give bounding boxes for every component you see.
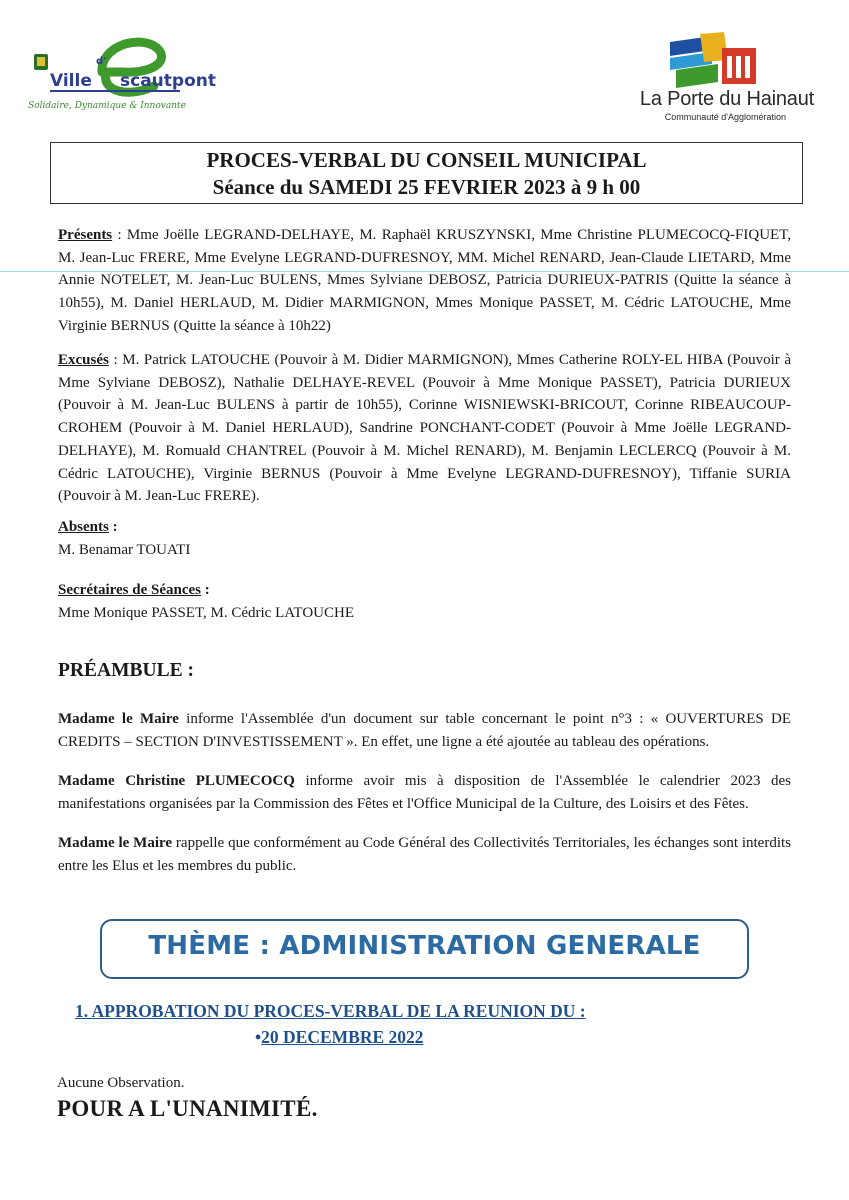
absents-label: Absents	[58, 519, 109, 535]
theme-label: THÈME : ADMINISTRATION GENERALE	[148, 931, 701, 961]
excuses-label: Excusés	[58, 352, 109, 368]
absents-colon: :	[108, 519, 118, 535]
item-1-observation: Aucune Observation.	[57, 1075, 185, 1091]
logo-word-d: d'	[96, 56, 107, 67]
logo-org-subtitle: Communauté d'Agglomération	[664, 112, 786, 122]
absents-list: M. Benamar TOUATI	[58, 541, 191, 558]
preambule-p1-text: informe l'Assemblée d'un document sur table concernant le point n°3 : « OUVERTURES DE CREDITS – SECTION D'INVESTISSEMENT ». En effet, une ligne a été ajoutée au tableau des opérations.	[58, 711, 791, 750]
preambule-p2-subject: Madame Christine PLUMECOCQ	[58, 773, 295, 789]
document-title-box	[50, 142, 803, 204]
logo-word-escaut: scautpont	[120, 71, 216, 91]
preambule-p3-subject: Madame le Maire	[58, 835, 173, 851]
porte-du-hainaut-emblem-icon	[600, 30, 830, 90]
secretaires-paragraph	[58, 579, 791, 624]
logo-slogan: Solidaire, Dynamique & Innovante	[28, 101, 186, 111]
presents-list: : Mme Joëlle LEGRAND-DELHAYE, M. Raphaël KRUSZYNSKI, Mme Christine PLUMECOCQ-FIQUET, M. Jean-Luc FRERE, Mme Evelyne LEGRAND-DUFRESNOY, MM. Michel RENARD, Jean-Claude LIETARD, Mme Annie NOTELET, M. Jean-Luc BULENS, Mmes Sylviane DEBOSZ, Patricia DURIEUX-PATRIS (Quitte la séance à 10h55), M. Daniel HERLAUD, M. Didier MARMIGNON, Mmes Monique PASSET, M. Cédric LATOUCHE, Mme Virginie BERNUS (Quitte la séance à 10h22)	[58, 227, 791, 334]
preambule-heading: PRÉAMBULE :	[58, 660, 194, 681]
excuses-paragraph	[58, 349, 791, 508]
preambule-paragraph-1	[58, 708, 791, 753]
secretaires-colon: :	[201, 582, 210, 598]
excuses-list: : M. Patrick LATOUCHE (Pouvoir à M. Didier MARMIGNON), Mmes Catherine ROLY-EL HIBA (Pouvoir à Mme Sylviane DEBOSZ), Nathalie DELHAYE-REVEL (Pouvoir à Mme Monique PASSET), Patricia DURIEUX (Pouvoir à M. Jean-Luc BULENS à partir de 10h55), Corinne WISNIEWSKI-BRICOUT, Corinne RIBEAUCOUP-CROHEM (Pouvoir à M. Daniel HERLAUD), Sandrine PONCHANT-CODET (Pouvoir à Mme Joëlle LEGRAND-DELHAYE), M. Romuald CHANTREL (Pouvoir à M. Michel RENARD), M. Benjamin LECLERCQ (Pouvoir à M. Cédric LATOUCHE), Virginie BERNUS (Pouvoir à Mme Evelyne LEGRAND-DUFRESNOY), Tiffanie SURIA (Pouvoir à M. Jean-Luc FRERE).	[58, 352, 791, 505]
session-date: Séance du SAMEDI 25 FEVRIER 2023 à 9 h 00	[212, 175, 641, 199]
logo-org-name: La Porte du Hainaut	[639, 88, 814, 110]
preambule-paragraph-3	[58, 832, 791, 877]
presents-label: Présents	[58, 227, 113, 243]
preambule-paragraph-2	[58, 770, 791, 815]
theme-box	[100, 919, 749, 979]
scan-artifact-line	[0, 271, 849, 272]
item-1-date: 20 DECEMBRE 2022	[261, 1027, 424, 1047]
item-1-title: 1. APPROBATION DU PROCES-VERBAL DE LA REUNION DU :	[75, 1001, 586, 1021]
porte-du-hainaut-logo	[600, 30, 830, 130]
escautpont-logo	[22, 28, 216, 128]
secretaires-list: Mme Monique PASSET, M. Cédric LATOUCHE	[58, 604, 354, 621]
document-title: PROCES-VERBAL DU CONSEIL MUNICIPAL	[206, 148, 647, 172]
item-1-vote-result: POUR A L'UNANIMITÉ.	[57, 1096, 318, 1121]
preambule-p1-subject: Madame le Maire	[58, 711, 179, 727]
logo-word-ville: Ville	[50, 71, 92, 91]
secretaires-label: Secrétaires de Séances	[58, 582, 202, 598]
item-1-bullet: •	[255, 1027, 262, 1047]
presents-paragraph	[58, 224, 791, 338]
preambule-p3-text: rappelle que conformément au Code Général des Collectivités Territoriales, les échanges sont interdits entre les Elus et les membres du public.	[58, 835, 791, 874]
absents-paragraph	[58, 516, 791, 561]
item-1-date-line	[255, 1027, 424, 1048]
preambule-p2-text: informe avoir mis à disposition de l'Assemblée le calendrier 2023 des manifestations organisées par la Commission des Fêtes et l'Office Municipal de la Culture, des Loisirs et des Fêtes.	[58, 773, 791, 812]
